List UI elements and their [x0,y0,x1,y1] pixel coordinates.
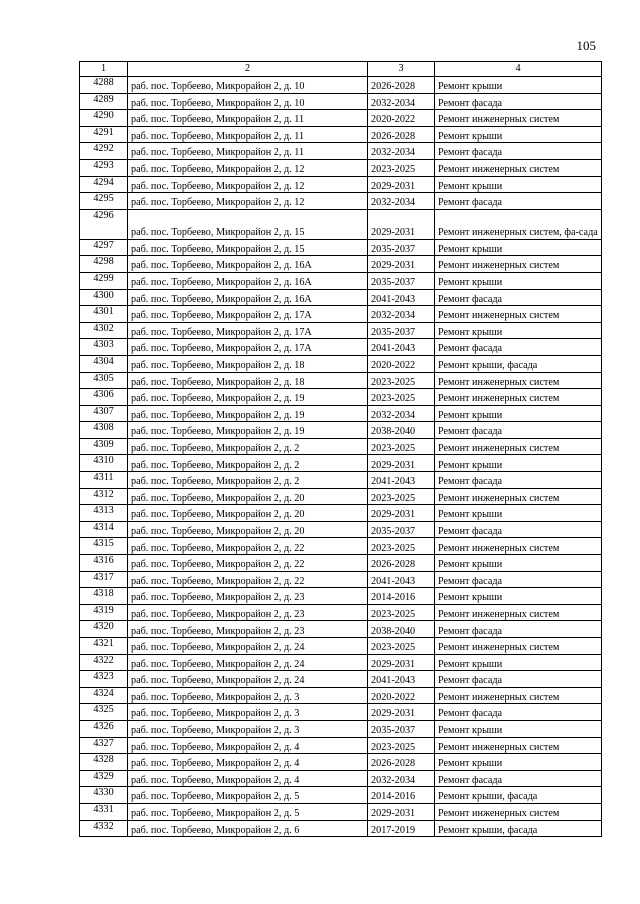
cell-period: 2026-2028 [368,77,435,94]
cell-address: раб. пос. Торбеево, Микрорайон 2, д. 5 [128,787,368,804]
cell-period: 2023-2025 [368,372,435,389]
cell-period: 2017-2019 [368,820,435,837]
cell-address: раб. пос. Торбеево, Микрорайон 2, д. 12 [128,176,368,193]
cell-period: 2026-2028 [368,126,435,143]
cell-work-type: Ремонт крыши [435,239,602,256]
cell-period: 2014-2016 [368,787,435,804]
cell-work-type: Ремонт крыши [435,322,602,339]
cell-number: 4323 [80,671,128,688]
cell-number: 4328 [80,754,128,771]
cell-number: 4318 [80,588,128,605]
cell-work-type: Ремонт крыши [435,77,602,94]
cell-number: 4307 [80,405,128,422]
cell-work-type: Ремонт крыши, фасада [435,355,602,372]
cell-address: раб. пос. Торбеево, Микрорайон 2, д. 24 [128,654,368,671]
table-row [80,654,602,671]
cell-address: раб. пос. Торбеево, Микрорайон 2, д. 3 [128,720,368,737]
table-row [80,355,602,372]
cell-number: 4292 [80,143,128,160]
cell-period: 2029-2031 [368,176,435,193]
table-row [80,538,602,555]
cell-number: 4290 [80,110,128,127]
cell-address: раб. пос. Торбеево, Микрорайон 2, д. 24 [128,671,368,688]
table-row [80,77,602,94]
cell-work-type: Ремонт крыши [435,720,602,737]
cell-address: раб. пос. Торбеево, Микрорайон 2, д. 11 [128,143,368,160]
table-row [80,455,602,472]
table-row [80,571,602,588]
cell-number: 4300 [80,289,128,306]
cell-number: 4322 [80,654,128,671]
table-row [80,505,602,522]
table-row [80,472,602,489]
cell-period: 2029-2031 [368,654,435,671]
table-row [80,820,602,837]
cell-period: 2041-2043 [368,339,435,356]
cell-work-type: Ремонт фасада [435,93,602,110]
cell-address: раб. пос. Торбеево, Микрорайон 2, д. 18 [128,372,368,389]
cell-address: раб. пос. Торбеево, Микрорайон 2, д. 20 [128,488,368,505]
cell-address: раб. пос. Торбеево, Микрорайон 2, д. 12 [128,159,368,176]
table-row [80,110,602,127]
cell-period: 2026-2028 [368,754,435,771]
cell-address: раб. пос. Торбеево, Микрорайон 2, д. 4 [128,737,368,754]
column-header-period: 3 [368,62,435,77]
cell-period: 2020-2022 [368,110,435,127]
table-row [80,339,602,356]
cell-work-type: Ремонт инженерных систем [435,372,602,389]
table-row [80,209,602,239]
cell-period: 2023-2025 [368,159,435,176]
cell-address: раб. пос. Торбеево, Микрорайон 2, д. 2 [128,438,368,455]
cell-address: раб. пос. Торбеево, Микрорайон 2, д. 12 [128,193,368,210]
column-header-work-type: 4 [435,62,602,77]
cell-period: 2041-2043 [368,571,435,588]
cell-address: раб. пос. Торбеево, Микрорайон 2, д. 17А [128,306,368,323]
table-row [80,671,602,688]
cell-period: 2023-2025 [368,538,435,555]
cell-number: 4321 [80,638,128,655]
cell-work-type: Ремонт крыши [435,176,602,193]
table-row [80,687,602,704]
cell-work-type: Ремонт инженерных систем [435,438,602,455]
cell-work-type: Ремонт инженерных систем [435,256,602,273]
cell-period: 2026-2028 [368,555,435,572]
cell-work-type: Ремонт фасада [435,571,602,588]
cell-period: 2023-2025 [368,604,435,621]
cell-work-type: Ремонт инженерных систем [435,687,602,704]
cell-work-type: Ремонт фасада [435,143,602,160]
cell-period: 2023-2025 [368,438,435,455]
table-row [80,803,602,820]
table-row [80,604,602,621]
cell-address: раб. пос. Торбеево, Микрорайон 2, д. 18 [128,355,368,372]
cell-number: 4303 [80,339,128,356]
cell-period: 2020-2022 [368,687,435,704]
cell-period: 2038-2040 [368,621,435,638]
table-row [80,306,602,323]
cell-period: 2035-2037 [368,322,435,339]
cell-work-type: Ремонт фасада [435,671,602,688]
cell-period: 2029-2031 [368,209,435,239]
cell-work-type: Ремонт фасада [435,621,602,638]
table-row [80,272,602,289]
cell-number: 4314 [80,521,128,538]
cell-number: 4316 [80,555,128,572]
table-row [80,488,602,505]
cell-number: 4295 [80,193,128,210]
cell-work-type: Ремонт крыши [435,555,602,572]
cell-number: 4324 [80,687,128,704]
table-row [80,787,602,804]
cell-number: 4331 [80,803,128,820]
cell-address: раб. пос. Торбеево, Микрорайон 2, д. 23 [128,621,368,638]
cell-work-type: Ремонт фасада [435,521,602,538]
cell-number: 4305 [80,372,128,389]
cell-period: 2041-2043 [368,289,435,306]
cell-period: 2023-2025 [368,638,435,655]
page-number: 105 [576,38,596,53]
cell-number: 4298 [80,256,128,273]
table-row [80,521,602,538]
cell-period: 2029-2031 [368,704,435,721]
table-row [80,322,602,339]
cell-number: 4332 [80,820,128,837]
cell-address: раб. пос. Торбеево, Микрорайон 2, д. 4 [128,754,368,771]
table-row [80,422,602,439]
table-row [80,389,602,406]
cell-period: 2029-2031 [368,505,435,522]
cell-period: 2023-2025 [368,488,435,505]
table-header [80,62,602,77]
cell-period: 2023-2025 [368,389,435,406]
cell-work-type: Ремонт инженерных систем [435,389,602,406]
cell-number: 4301 [80,306,128,323]
cell-period: 2032-2034 [368,93,435,110]
cell-number: 4319 [80,604,128,621]
cell-work-type: Ремонт крыши [435,405,602,422]
cell-work-type: Ремонт крыши [435,654,602,671]
cell-address: раб. пос. Торбеево, Микрорайон 2, д. 11 [128,126,368,143]
cell-work-type: Ремонт инженерных систем [435,604,602,621]
cell-address: раб. пос. Торбеево, Микрорайон 2, д. 6 [128,820,368,837]
cell-period: 2029-2031 [368,803,435,820]
table-row [80,621,602,638]
cell-work-type: Ремонт крыши, фасада [435,820,602,837]
cell-period: 2029-2031 [368,256,435,273]
table-row [80,754,602,771]
table-row [80,126,602,143]
cell-work-type: Ремонт крыши [435,272,602,289]
cell-period: 2041-2043 [368,671,435,688]
table-row [80,588,602,605]
cell-address: раб. пос. Торбеево, Микрорайон 2, д. 22 [128,538,368,555]
cell-period: 2020-2022 [368,355,435,372]
cell-address: раб. пос. Торбеево, Микрорайон 2, д. 22 [128,571,368,588]
cell-number: 4302 [80,322,128,339]
cell-address: раб. пос. Торбеево, Микрорайон 2, д. 20 [128,505,368,522]
cell-number: 4299 [80,272,128,289]
cell-number: 4329 [80,770,128,787]
table-row [80,720,602,737]
cell-number: 4297 [80,239,128,256]
table-row [80,176,602,193]
cell-address: раб. пос. Торбеево, Микрорайон 2, д. 15 [128,209,368,239]
cell-address: раб. пос. Торбеево, Микрорайон 2, д. 16А [128,272,368,289]
cell-period: 2035-2037 [368,239,435,256]
cell-number: 4325 [80,704,128,721]
cell-work-type: Ремонт инженерных систем [435,488,602,505]
cell-number: 4311 [80,472,128,489]
cell-address: раб. пос. Торбеево, Микрорайон 2, д. 2 [128,472,368,489]
cell-work-type: Ремонт фасада [435,770,602,787]
cell-address: раб. пос. Торбеево, Микрорайон 2, д. 10 [128,93,368,110]
table-row [80,372,602,389]
cell-work-type: Ремонт фасада [435,422,602,439]
cell-number: 4289 [80,93,128,110]
cell-work-type: Ремонт крыши [435,588,602,605]
cell-address: раб. пос. Торбеево, Микрорайон 2, д. 4 [128,770,368,787]
cell-address: раб. пос. Торбеево, Микрорайон 2, д. 16А [128,289,368,306]
cell-work-type: Ремонт фасада [435,339,602,356]
cell-period: 2038-2040 [368,422,435,439]
cell-address: раб. пос. Торбеево, Микрорайон 2, д. 20 [128,521,368,538]
table-body [80,77,602,837]
cell-address: раб. пос. Торбеево, Микрорайон 2, д. 16А [128,256,368,273]
table-row [80,289,602,306]
cell-number: 4293 [80,159,128,176]
cell-number: 4313 [80,505,128,522]
header-row [80,62,602,77]
cell-work-type: Ремонт инженерных систем [435,110,602,127]
cell-address: раб. пос. Торбеево, Микрорайон 2, д. 24 [128,638,368,655]
cell-work-type: Ремонт инженерных систем [435,538,602,555]
cell-number: 4304 [80,355,128,372]
cell-period: 2032-2034 [368,405,435,422]
table-row [80,93,602,110]
cell-address: раб. пос. Торбеево, Микрорайон 2, д. 3 [128,704,368,721]
cell-period: 2035-2037 [368,720,435,737]
cell-number: 4327 [80,737,128,754]
cell-period: 2014-2016 [368,588,435,605]
cell-work-type: Ремонт крыши, фасада [435,787,602,804]
table-row [80,143,602,160]
cell-number: 4309 [80,438,128,455]
repair-schedule-table [79,61,602,837]
cell-address: раб. пос. Торбеево, Микрорайон 2, д. 19 [128,405,368,422]
cell-number: 4296 [80,209,128,239]
cell-period: 2035-2037 [368,272,435,289]
table-row [80,438,602,455]
cell-work-type: Ремонт крыши [435,126,602,143]
cell-address: раб. пос. Торбеево, Микрорайон 2, д. 15 [128,239,368,256]
table-row [80,239,602,256]
cell-number: 4320 [80,621,128,638]
cell-address: раб. пос. Торбеево, Микрорайон 2, д. 5 [128,803,368,820]
cell-work-type: Ремонт инженерных систем [435,737,602,754]
cell-address: раб. пос. Торбеево, Микрорайон 2, д. 3 [128,687,368,704]
cell-work-type: Ремонт крыши [435,754,602,771]
cell-period: 2032-2034 [368,770,435,787]
cell-address: раб. пос. Торбеево, Микрорайон 2, д. 17А [128,339,368,356]
cell-work-type: Ремонт инженерных систем [435,638,602,655]
cell-address: раб. пос. Торбеево, Микрорайон 2, д. 23 [128,588,368,605]
table-row [80,704,602,721]
table-row [80,770,602,787]
cell-number: 4294 [80,176,128,193]
table-row [80,638,602,655]
cell-number: 4306 [80,389,128,406]
cell-work-type: Ремонт фасада [435,193,602,210]
cell-address: раб. пос. Торбеево, Микрорайон 2, д. 2 [128,455,368,472]
cell-address: раб. пос. Торбеево, Микрорайон 2, д. 22 [128,555,368,572]
table-row [80,737,602,754]
cell-period: 2032-2034 [368,306,435,323]
table-row [80,193,602,210]
cell-work-type: Ремонт фасада [435,704,602,721]
cell-number: 4326 [80,720,128,737]
cell-work-type: Ремонт фасада [435,472,602,489]
cell-period: 2032-2034 [368,143,435,160]
cell-period: 2032-2034 [368,193,435,210]
cell-number: 4308 [80,422,128,439]
cell-work-type: Ремонт крыши [435,455,602,472]
cell-number: 4288 [80,77,128,94]
cell-number: 4315 [80,538,128,555]
cell-work-type: Ремонт инженерных систем [435,159,602,176]
cell-number: 4310 [80,455,128,472]
cell-period: 2023-2025 [368,737,435,754]
table-row [80,405,602,422]
table-row [80,555,602,572]
cell-address: раб. пос. Торбеево, Микрорайон 2, д. 17А [128,322,368,339]
cell-address: раб. пос. Торбеево, Микрорайон 2, д. 19 [128,389,368,406]
cell-number: 4312 [80,488,128,505]
cell-number: 4317 [80,571,128,588]
column-header-address: 2 [128,62,368,77]
cell-work-type: Ремонт инженерных систем, фа-сада [435,209,602,239]
cell-address: раб. пос. Торбеево, Микрорайон 2, д. 19 [128,422,368,439]
table-row [80,256,602,273]
cell-address: раб. пос. Торбеево, Микрорайон 2, д. 23 [128,604,368,621]
cell-address: раб. пос. Торбеево, Микрорайон 2, д. 11 [128,110,368,127]
cell-period: 2029-2031 [368,455,435,472]
cell-work-type: Ремонт инженерных систем [435,803,602,820]
cell-work-type: Ремонт инженерных систем [435,306,602,323]
column-header-number: 1 [80,62,128,77]
table-row [80,159,602,176]
cell-period: 2035-2037 [368,521,435,538]
cell-number: 4291 [80,126,128,143]
cell-work-type: Ремонт фасада [435,289,602,306]
cell-number: 4330 [80,787,128,804]
cell-period: 2041-2043 [368,472,435,489]
cell-work-type: Ремонт крыши [435,505,602,522]
cell-address: раб. пос. Торбеево, Микрорайон 2, д. 10 [128,77,368,94]
